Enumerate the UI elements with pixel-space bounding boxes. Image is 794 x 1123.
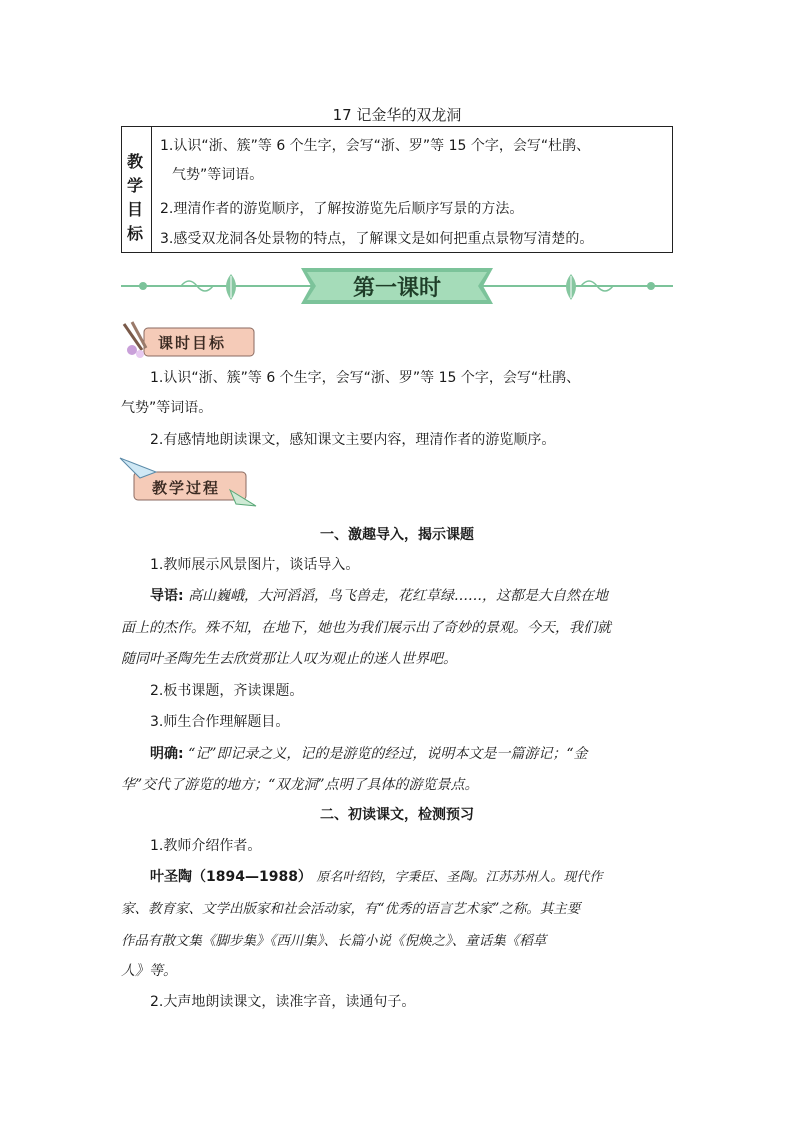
intro-line xyxy=(150,585,608,605)
page-title: 17 记金华的双龙洞 xyxy=(332,106,462,124)
goal-row: 2.理清作者的游览顺序，了解按游览先后顺序写景的方法。 xyxy=(160,201,524,217)
intro-text: 随同叶圣陶先生去欣赏那让人叹为观止的迷人世界吧。 xyxy=(121,651,457,667)
lesson-goals-tag-label: 课时目标 xyxy=(158,334,227,352)
section1-step3: 3.师生合作理解题目。 xyxy=(150,714,290,730)
section1-step2: 2.板书课题，齐读课题。 xyxy=(150,683,304,699)
goals-header-char: 标 xyxy=(127,224,144,243)
intro-label: 导语: xyxy=(150,588,184,604)
leaf-icon xyxy=(566,274,576,300)
lesson-goals-tag xyxy=(118,320,258,360)
lesson-goal-line: 气势”等词语。 xyxy=(121,400,213,416)
section2-step2: 2.大声地朗读课文，读准字音，读通句子。 xyxy=(150,994,416,1010)
section2-heading: 二、初读课文，检测预习 xyxy=(320,807,474,823)
goal-row: 3.感受双龙洞各处景物的特点，了解课文是如何把重点景物写清楚的。 xyxy=(160,231,594,247)
section1-heading: 一、激趣导入，揭示课题 xyxy=(320,527,474,543)
goal-row: 1.认识“浙、簇”等 6 个生字，会写“浙、罗”等 15 个字，会写“杜鹃、 xyxy=(160,138,591,154)
banner-label: 第一课时 xyxy=(352,276,441,301)
clarify-text: “记”即记录之义，记的是游览的经过，说明本文是一篇游记；“金 xyxy=(188,746,588,762)
teaching-process-tag xyxy=(118,456,258,508)
author-text: 家、教育家、文学出版家和社会活动家，有“优秀的语言艺术家”之称。其主要 xyxy=(121,901,581,917)
lesson-banner xyxy=(121,264,673,308)
author-label: 叶圣陶（1894—1988） xyxy=(150,869,312,885)
teaching-process-tag-label: 教学过程 xyxy=(152,479,221,497)
lesson-goal-line: 2.有感情地朗读课文，感知课文主要内容，理清作者的游览顺序。 xyxy=(150,432,556,448)
clarify-label: 明确: xyxy=(150,746,184,762)
goals-header-char: 目 xyxy=(127,200,144,219)
author-line xyxy=(150,866,602,886)
section2-step1: 1.教师介绍作者。 xyxy=(150,838,262,854)
goals-header-char: 教 xyxy=(127,152,144,171)
clarify-text: 华”交代了游览的地方；“双龙洞”点明了具体的游览景点。 xyxy=(121,777,479,793)
lesson-goal-line: 1.认识“浙、簇”等 6 个生字，会写“浙、罗”等 15 个字，会写“杜鹃、 xyxy=(150,370,581,386)
goals-header-char: 学 xyxy=(127,176,144,195)
author-text: 人》等。 xyxy=(121,963,177,979)
author-text: 作品有散文集《脚步集》《西川集》、长篇小说《倪焕之》、童话集《稻草 xyxy=(121,933,547,949)
clarify-line xyxy=(150,743,588,763)
author-text: 原名叶绍钧，字秉臣、圣陶。江苏苏州人。现代作 xyxy=(316,870,603,885)
leaf-icon xyxy=(226,274,236,300)
goals-header-cell xyxy=(122,127,152,252)
intro-text: 面上的杰作。殊不知，在地下，她也为我们展示出了奇妙的景观。今天，我们就 xyxy=(121,620,611,636)
section1-step1: 1.教师展示风景图片，谈话导入。 xyxy=(150,557,360,573)
intro-text: 高山巍峨，大河滔滔，鸟飞兽走，花红草绿……，这都是大自然在地 xyxy=(188,588,609,604)
goal-row: 气势”等词语。 xyxy=(172,167,264,183)
teaching-goals-table xyxy=(121,126,673,253)
